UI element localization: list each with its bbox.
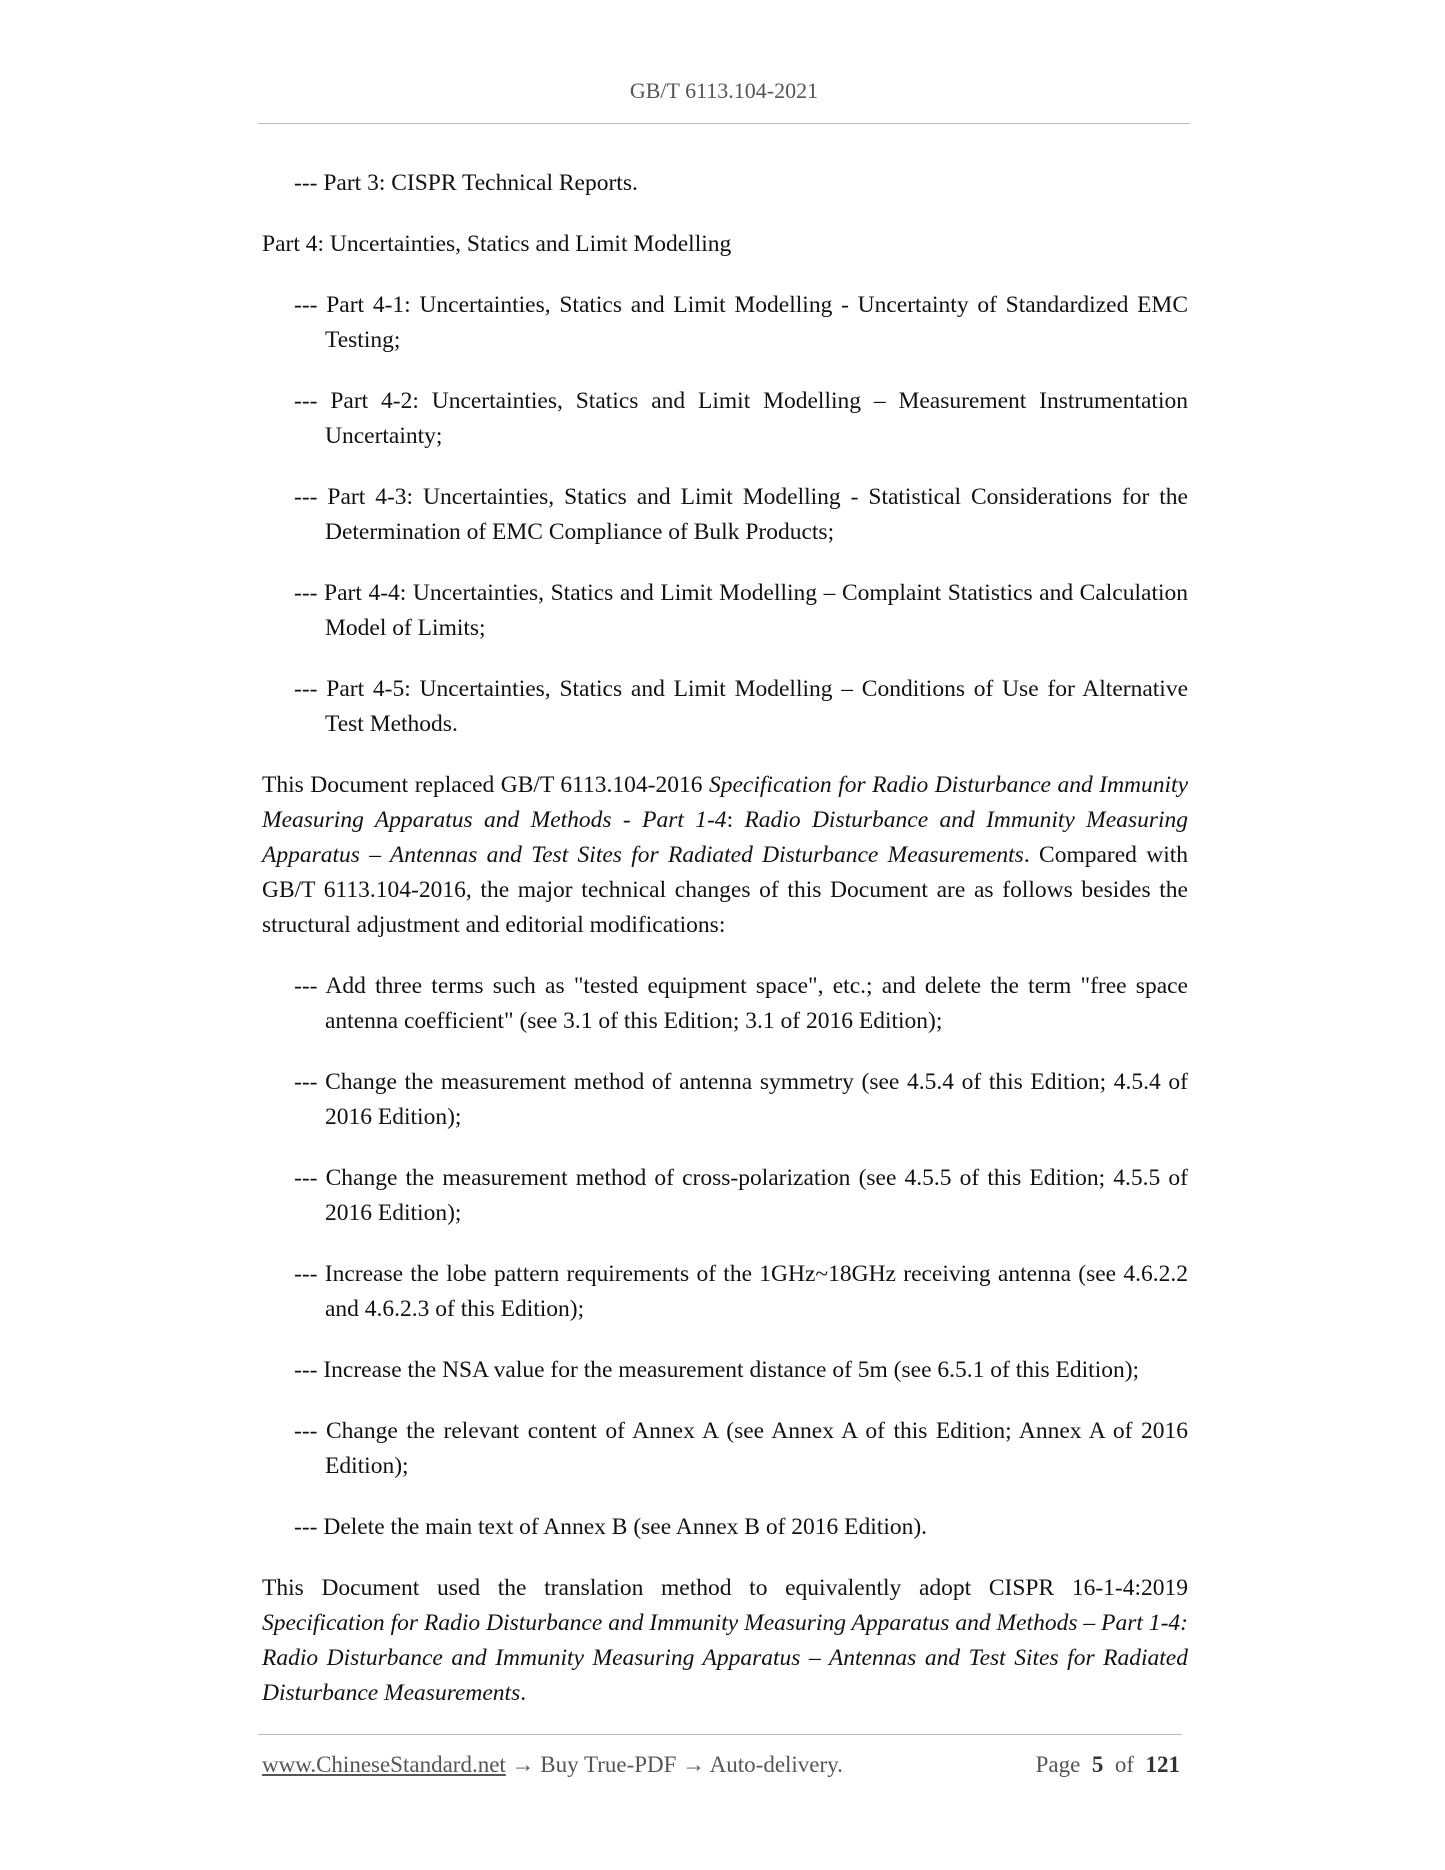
replaced-paragraph — [262, 768, 1188, 943]
change-item: --- Increase the lobe pattern requirements of the 1GHz~18GHz receiving antenna (see 4.6.2.2 and 4.6.2.3 of this Edition); — [294, 1261, 1188, 1322]
footer-promo-line — [262, 1752, 843, 1778]
part3-item: --- Part 3: CISPR Technical Reports. — [294, 170, 638, 196]
adopt-paragraph — [262, 1571, 1188, 1711]
footer-divider — [258, 1734, 1182, 1735]
footer-promo: → Buy True-PDF → Auto-delivery. — [505, 1752, 843, 1777]
adopt-title: Specification for Radio Disturbance and Immunity Measuring Apparatus and Methods – Part 1-4: Radio Disturbance and Immunity Measuring Apparatus – Antennas and Test Sites for Radiated Disturbance Measurements — [262, 1610, 1188, 1706]
change-item: --- Add three terms such as "tested equipment space", etc.; and delete the term "free space antenna coefficient" (see 3.1 of this Edition; 3.1 of 2016 Edition); — [294, 973, 1188, 1034]
change-item: --- Delete the main text of Annex B (see Annex B of 2016 Edition). — [294, 1514, 928, 1540]
adopt-lead: This Document used the translation method to equivalently adopt CISPR 16-1-4:2019 — [262, 1575, 1188, 1601]
part4-heading: Part 4: Uncertainties, Statics and Limit Modelling — [262, 231, 732, 257]
total-pages: 121 — [1145, 1752, 1180, 1777]
replaced-tail: . Compared with GB/T 6113.104-2016, the major technical changes of this Document are as follows besides the structural adjustment and editorial modifications: — [262, 842, 1188, 938]
document-header: GB/T 6113.104-2021 — [629, 78, 819, 103]
page-label: Page — [1035, 1752, 1081, 1777]
website-link[interactable]: www.ChineseStandard.net — [262, 1752, 506, 1777]
part4-item: --- Part 4-4: Uncertainties, Statics and Limit Modelling – Complaint Statistics and Calculation Model of Limits; — [294, 580, 1188, 641]
part4-item: --- Part 4-1: Uncertainties, Statics and Limit Modelling - Uncertainty of Standardized EMC Testing; — [294, 292, 1188, 353]
page-number: 5 — [1091, 1752, 1104, 1777]
change-item: --- Change the measurement method of antenna symmetry (see 4.5.4 of this Edition; 4.5.4 of 2016 Edition); — [294, 1069, 1188, 1130]
page-footer — [262, 1752, 1180, 1778]
change-item: --- Increase the NSA value for the measurement distance of 5m (see 6.5.1 of this Edition); — [294, 1357, 1140, 1383]
page-indicator — [1036, 1752, 1180, 1778]
part4-item: --- Part 4-2: Uncertainties, Statics and Limit Modelling – Measurement Instrumentation Uncertainty; — [294, 388, 1188, 449]
header-divider — [258, 123, 1190, 124]
replaced-lead: This Document replaced GB/T 6113.104-2016 — [262, 772, 709, 798]
replaced-colon: : — [726, 807, 745, 833]
adopt-tail: . — [520, 1680, 527, 1706]
change-item: --- Change the measurement method of cross-polarization (see 4.5.5 of this Edition; 4.5.5 of 2016 Edition); — [294, 1165, 1188, 1226]
replaced-title-b: Radio Disturbance and Immunity Measuring Apparatus – Antennas and Test Sites for Radiated Disturbance Measurements — [262, 807, 1189, 868]
part4-item: --- Part 4-5: Uncertainties, Statics and Limit Modelling – Conditions of Use for Alternative Test Methods. — [294, 676, 1188, 737]
of-label: of — [1114, 1752, 1134, 1777]
document-body — [262, 166, 1188, 1737]
replaced-title-a: Specification for Radio Disturbance and Immunity Measuring Apparatus and Methods - Part 1-4 — [262, 772, 1188, 833]
change-item: --- Change the relevant content of Annex A (see Annex A of this Edition; Annex A of 2016 Edition); — [294, 1418, 1188, 1479]
part4-item: --- Part 4-3: Uncertainties, Statics and Limit Modelling - Statistical Considerations for the Determination of EMC Compliance of Bulk Products; — [294, 484, 1188, 545]
